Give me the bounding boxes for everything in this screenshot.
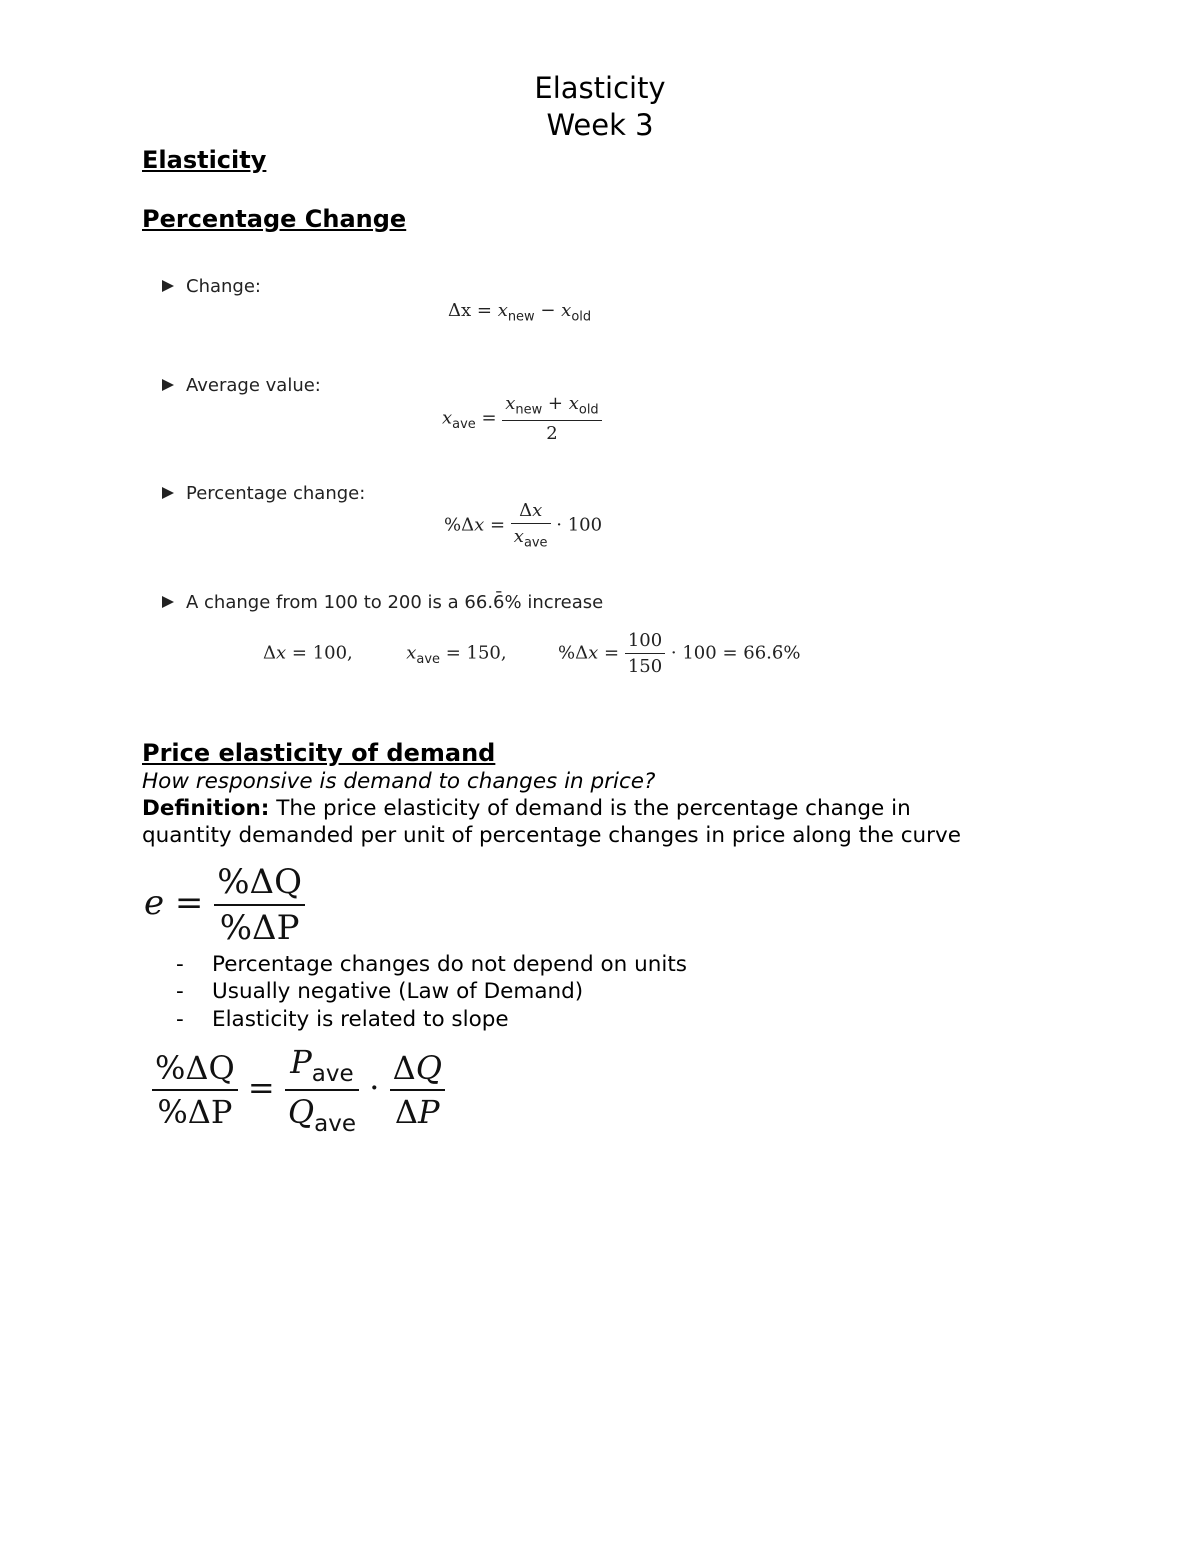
list-bullet: -: [176, 979, 184, 1004]
heading-elasticity: Elasticity: [142, 146, 267, 174]
list-bullet: -: [176, 1007, 184, 1032]
formula-slope: $\frac{\%\Delta Q}{\%\Delta P}$ = $\frac{P_{ave}}{Q_{ave}}$ · $\frac{\Delta Q}{\Delta P}$: [152, 1043, 445, 1137]
triangle-bullet-icon: [162, 280, 174, 292]
slide-bullet-change: Change:: [162, 276, 261, 297]
list-item: Percentage changes do not depend on units: [212, 952, 687, 977]
triangle-bullet-icon: [162, 379, 174, 391]
triangle-bullet-icon: [162, 596, 174, 608]
formula-change: $\Delta x = x_{new} - x_{old}$: [448, 300, 592, 325]
slide-bullet-example: A change from 100 to 200 is a 66.6̄% increase: [162, 592, 603, 613]
document-title: Elasticity: [534, 71, 666, 105]
list-item: Usually negative (Law of Demand): [212, 979, 584, 1004]
definition-line-1: Definition: The price elasticity of demand is the percentage change in: [142, 796, 911, 821]
document-subtitle: Week 3: [546, 108, 654, 142]
formula-elasticity: e = $\frac{\%\Delta Q}{\%\Delta P}$: [144, 862, 305, 948]
formula-percentage: %Δx = $\frac{\Delta x}{x_{ave}}$ · 100: [444, 500, 603, 551]
heading-price-elasticity: Price elasticity of demand: [142, 739, 496, 767]
points-list: [0, 951, 1200, 1041]
list-item: Elasticity is related to slope: [212, 1007, 509, 1032]
formula-average: $x_{ave}$ = $\frac{x_{new} + x_{old}}{2}$: [442, 393, 602, 444]
triangle-bullet-icon: [162, 487, 174, 499]
question-text: How responsive is demand to changes in price?: [142, 769, 656, 794]
definition-line-2: quantity demanded per unit of percentage changes in price along the curve: [142, 823, 961, 848]
formula-example: Δx = 100, $x_{ave} = 150$, %Δx = $\frac{100}{150}$ · 100 = 66.6̄%: [263, 630, 801, 677]
definition-label: Definition:: [142, 796, 270, 821]
heading-percentage-change: Percentage Change: [142, 205, 407, 233]
slide-bullet-percentage: Percentage change:: [162, 483, 365, 504]
list-bullet: -: [176, 952, 184, 977]
slide-bullet-average: Average value:: [162, 375, 321, 396]
